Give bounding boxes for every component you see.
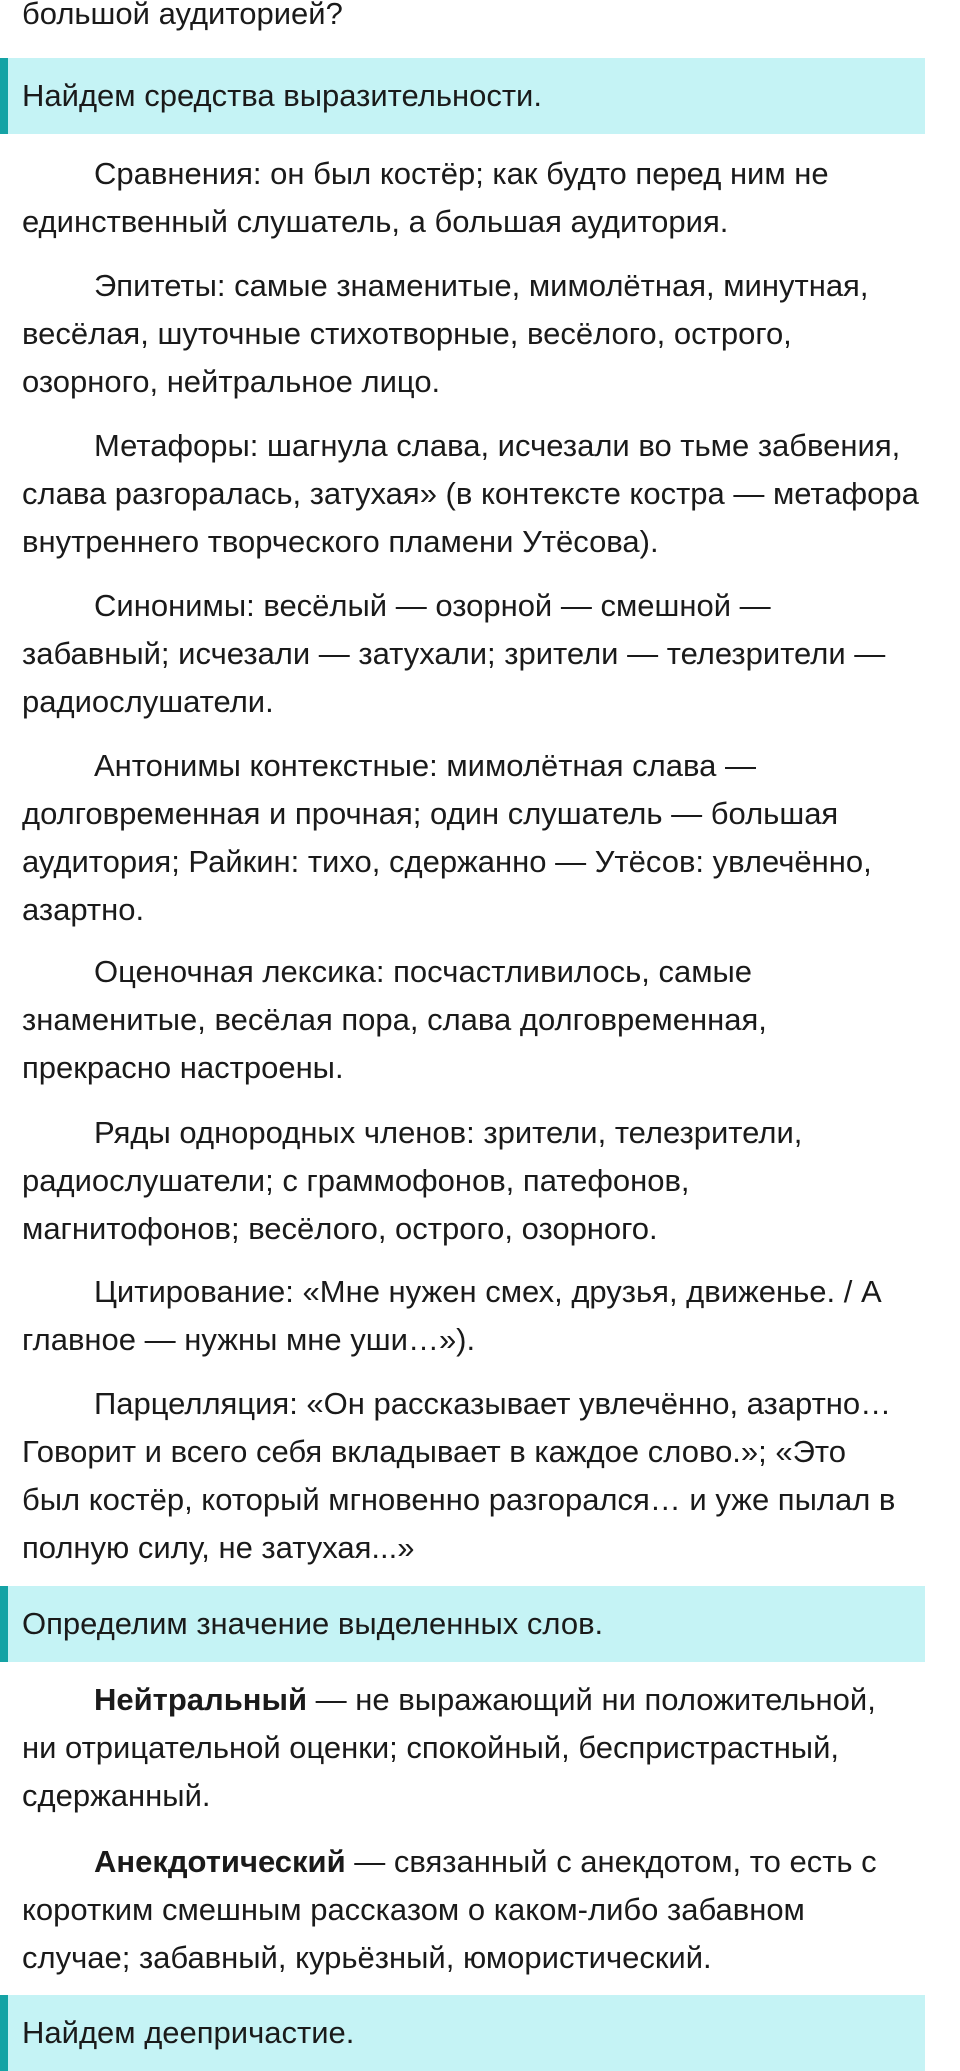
- paragraph-line: [22, 1676, 960, 1724]
- paragraph-line: знаменитые, весёлая пора, слава долговременная,: [22, 1002, 767, 1037]
- paragraph-line: Говорит и всего себя вкладывает в каждое слово.»; «Это: [22, 1434, 846, 1469]
- paragraph-epithets: [22, 262, 960, 406]
- definition-text: — связанный с анекдотом, то есть с: [345, 1844, 877, 1879]
- section-header-text: Определим значение выделенных слов.: [22, 1606, 604, 1641]
- definition-neutral: [22, 1676, 960, 1820]
- paragraph-comparisons: [22, 150, 960, 246]
- paragraph-line: забавный; исчезали — затухали; зрители — телезрители —: [22, 636, 886, 671]
- paragraph-line: Парцелляция: «Он рассказывает увлечённо, азартно…: [94, 1386, 892, 1421]
- paragraph-antonyms: [22, 742, 960, 934]
- paragraph-metaphors: [22, 422, 960, 566]
- paragraph-line: Ряды однородных членов: зрители, телезрители,: [94, 1115, 803, 1150]
- paragraph-line: радиослушатели.: [22, 684, 274, 719]
- paragraph-citation: [22, 1268, 960, 1364]
- definition-text: — не выражающий ни положительной,: [307, 1682, 876, 1717]
- paragraph-line: аудитория; Райкин: тихо, сдержанно — Утёсов: увлечённо,: [22, 844, 872, 879]
- continued-question: большой аудиторией?: [22, 0, 343, 31]
- section-header-text: Найдем деепричастие.: [22, 2015, 355, 2050]
- paragraph-line: азартно.: [22, 892, 145, 927]
- paragraph-line: полную силу, не затухая...»: [22, 1530, 415, 1565]
- paragraph-line: [22, 1838, 960, 1886]
- paragraph-line: слава разгоралась, затухая» (в контексте костра — метафора: [22, 476, 919, 511]
- paragraph-homogeneous: [22, 1109, 960, 1253]
- paragraph-line: главное — нужны мне уши…»).: [22, 1322, 476, 1357]
- paragraph-line: радиослушатели; с граммофонов, патефонов,: [22, 1163, 690, 1198]
- paragraph-line: Эпитеты: самые знаменитые, мимолётная, минутная,: [94, 268, 869, 303]
- paragraph-line: ни отрицательной оценки; спокойный, беспристрастный,: [22, 1730, 840, 1765]
- section-header-text: Найдем средства выразительности.: [22, 78, 542, 113]
- section-header-expressive-means: [0, 58, 925, 134]
- defined-term: Анекдотический: [94, 1844, 346, 1879]
- paragraph-line: внутреннего творческого пламени Утёсова).: [22, 524, 659, 559]
- paragraph-line: Оценочная лексика: посчастливилось, самые: [94, 954, 753, 989]
- paragraph-line: прекрасно настроены.: [22, 1050, 344, 1085]
- paragraph-line: коротким смешным рассказом о каком-либо забавном: [22, 1892, 805, 1927]
- section-header-word-meanings: [0, 1586, 925, 1662]
- paragraph-parcellation: [22, 1380, 960, 1572]
- paragraph-line: сдержанный.: [22, 1778, 211, 1813]
- paragraph-line: Антонимы контекстные: мимолётная слава —: [94, 748, 756, 783]
- paragraph-line: единственный слушатель, а большая аудитория.: [22, 204, 729, 239]
- paragraph-line: Синонимы: весёлый — озорной — смешной —: [94, 588, 771, 623]
- paragraph-line: был костёр, который мгновенно разгорался… и уже пылал в: [22, 1482, 896, 1517]
- paragraph-line: Сравнения: он был костёр; как будто перед ним не: [94, 156, 829, 191]
- paragraph-line: магнитофонов; весёлого, острого, озорного.: [22, 1211, 658, 1246]
- paragraph-line: весёлая, шуточные стихотворные, весёлого, острого,: [22, 316, 792, 351]
- paragraph-line: случае; забавный, курьёзный, юмористический.: [22, 1940, 712, 1975]
- paragraph-line: Цитирование: «Мне нужен смех, друзья, движенье. / А: [94, 1274, 882, 1309]
- paragraph-line: Метафоры: шагнула слава, исчезали во тьме забвения,: [94, 428, 901, 463]
- definition-anecdotal: [22, 1838, 960, 1982]
- defined-term: Нейтральный: [94, 1682, 308, 1717]
- paragraph-line: долговременная и прочная; один слушатель — большая: [22, 796, 839, 831]
- paragraph-synonyms: [22, 582, 960, 726]
- paragraph-evaluative: [22, 948, 960, 1092]
- section-header-gerund: [0, 1995, 925, 2071]
- paragraph-line: озорного, нейтральное лицо.: [22, 364, 441, 399]
